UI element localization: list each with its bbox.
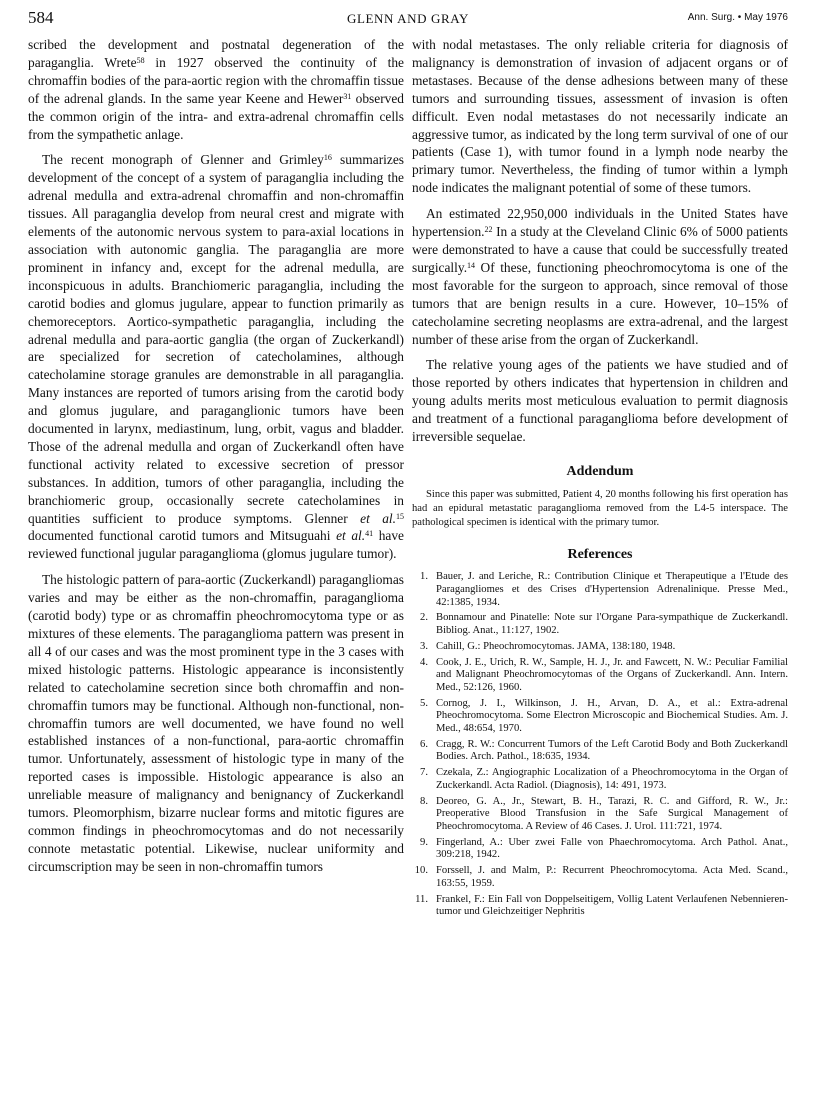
reference-item: 2. Bonnamour and Pinatelle: Note sur l'Organe Para-sympathique de Zuckerkandl. Bibliog. Anat., 11:127, 1902. <box>420 612 788 637</box>
reference-item: 5. Cornog, J. I., Wilkinson, J. H., Arvan, D. A., et al.: Extra-adrenal Pheochromocytoma. Some Electron Microscopic and Biochemical Studies. Am. J. Med., 48:654, 1970. <box>420 697 788 735</box>
reference-item: 10. Forssell, J. and Malm, P.: Recurrent Pheochromocytoma. Acta Med. Scand., 163:55, 1959. <box>414 865 788 889</box>
references-list <box>412 571 788 919</box>
reference-item: 1. Bauer, J. and Leriche, R.: Contribution Clinique et Therapeutique a l'Etude des Paragangliomes et des Crises d'Hypertension Adrenalinique. Presse Med., 42:1385, 1934. <box>420 571 788 608</box>
reference-item: 8. Deoreo, G. A., Jr., Stewart, B. H., Tarazi, R. C. and Gifford, R. W., Jr.: Preoperative Blood Transfusion in the Safe Surgical Management of Pheochromocytoma. A Review of 46 Cases. J. Urol. 111:721, 1974. <box>420 795 788 832</box>
reference-item: 9. Fingerland, A.: Uber zwei Falle von Phaechromocytoma. Arch Pathol. Anat., 309:218, 1942. <box>420 836 788 861</box>
addendum-text: Since this paper was submitted, Patient 4, 20 months following his first operation has had an epidural metastatic paraganglioma removed from the L4-5 interspace. The pathological specimen is identical with the primary tumor. <box>412 488 788 528</box>
paragraph-histologic-pattern: The histologic pattern of para-aortic (Zuckerkandl) paragangliomas varies and may be either as the non-chromaffin, paraganglioma (carotid body) type or as chromaffin pheochromocytoma type or as mixtures of these elements. The paraganglioma pattern was present in all 4 of our cases and was the most prominent type in the 3 cases with mixed histologic patterns. Histologic appearance is inconsistently related to catecholamine secretion since both chromaffin and non-chromaffin tumors may be functional. Although non-functional, non-chromaffin tumors are well documented, we have found no well established instances of a non-functional, para-aortic chromaffin tumor. Unfortunately, assessment of histologic type in many of the reported cases is impossible. Histologic appearance is also an unreliable measure of malignancy and benignancy of Zuckerkandl tumors. Pleomorphism, bizarre nuclear forms and mitotic figures are common findings in pheochromocytomas and do not necessarily connote metastatic potential. Likewise, nuclear uniformity and circumscription may be seen in non-chromaffin tumors <box>28 572 404 874</box>
paragraph-paraganglia-history: scribed the development and postnatal degeneration of the paraganglia. Wrete$^{58}$ in 1927 observed the continuity of the chromaffin bodies of the para-aortic region with the chromaffin tissue of the adrenal glands. In the same year Keene and Hewer$^{31}$ observed the common origin of the intra- and extra-adrenal chromaffin cells from the sympathetic anlage. <box>28 37 405 142</box>
page-number: 584 <box>28 8 54 27</box>
page-header <box>28 8 788 32</box>
reference-item: 7. Czekala, Z.: Angiographic Localization of a Pheochromocytoma in the Organ of Zuckerkandl. Acta Radiol. (Diagnosis), 14: 491, 1973. <box>420 767 788 791</box>
reference-item: 6. Cragg, R. W.: Concurrent Tumors of the Left Carotid Body and Both Zuckerkandl Bodies. Arch. Pathol., 18:635, 1934. <box>420 738 788 763</box>
references-heading: References <box>567 547 633 563</box>
paragraph-hypertension-statistics: An estimated 22,950,000 individuals in the United States have hypertension.$^{22}$ In a study at the Cleveland Clinic 6% of 5000 patients were demonstrated to have a cause that could be successfully treated surgically.$^{14}$ Of these, functioning pheochromocytoma is one of the most favorable for the surgeon to approach, since removal of those tumors that are benign results in a cure. However, 10–15% of catecholamine secreting neoplasms are extra-adrenal, and the largest number of these arise from the organ of Zuckerkandl. <box>412 206 788 347</box>
journal-reference: Ann. Surg. • May 1976 <box>687 12 788 23</box>
paragraph-glenner-monograph: The recent monograph of Glenner and Grimley$^{16}$ summarizes development of the concept of a system of paraganglia including the adrenal medulla and extra-adrenal chromaffin and non-chromaffin tissues. All paraganglia develop from neural crest and migrate with elements of the autonomic nervous system to para-axial locations in association with autonomic ganglia. The paraganglia are more prominent in infancy and, except for the adrenal medulla, are inconspicuous in adults. Branchiomeric paraganglia, including the carotid bodies and glomus jugulare, appear to function primarily as chemoreceptors. Aortico-sympathetic paraganglia, including the adrenal medulla and para-aortic ganglia (the organ of Zuckerkandl) are specialized for secretion of catecholamines, although catecholamine storage granules are demonstrable in all paraganglia. Many instances are reported of tumors arising from the carotid body and glomus jugulare, and paraganglionic tumors have been documented in larynx, mediastinum, lung, orbit, vagus and bladder. Those of the adrenal medulla and organ of Zuckerkandl often have functional activity related to excessive secretion of pressor substances. In addition, tumors of other paraganglia, including the branchiomeric group, occasionally secrete catecholamines in quantities sufficient to produce symptoms. Glenner et al.$^{15}$ documented functional carotid tumors and Mitsuguahi et al.$^{41}$ have reviewed functional jugular paraganglioma (glomus jugulare tumor). <box>28 152 405 562</box>
reference-item: 4. Cook, J. E., Urich, R. W., Sample, H. J., Jr. and Fawcett, N. W.: Peculiar Familial and Malignant Pheochromocytomas of the Organs of Zuckerkandl. Ann. Intern. Med., 52:126, 1960. <box>420 656 788 693</box>
reference-item: 3. Cahill, G.: Pheochromocytomas. JAMA, 138:180, 1948. <box>420 640 676 652</box>
reference-item: 11. Frankel, F.: Ein Fall von Doppelseitigem, Vollig Latent Verlaufenen Nebennieren-tumor und Gleichzeitiger Nephritis <box>415 893 788 918</box>
paragraph-young-patients: The relative young ages of the patients we have studied and of those reported by others indicates that hypertension in children and young adults merits most meticulous evaluation to permit diagnosis and treatment of a functional paraganglioma before development of irreversible sequelae. <box>412 357 788 445</box>
paragraph-malignancy-criteria: with nodal metastases. The only reliable criteria for diagnosis of malignancy is demonstration of invasion of adjacent organs or of metastases. Because of the dense adhesions between many of these tumors and surrounding tissues, assessment of invasion is often difficult. Even nodal metastases do not necessarily indicate an aggressive tumor, as indicated by the long term survival of one of our patients (Case 1), with tumor found in a lymph node nearby the primary tumor. Nevertheless, the finding of tumor within a lymph node indicates the malignant potential of some of these tumors. <box>412 37 788 196</box>
addendum-heading: Addendum <box>566 463 634 479</box>
running-title: GLENN AND GRAY <box>346 11 470 26</box>
left-column <box>28 36 404 884</box>
right-column <box>412 36 788 922</box>
